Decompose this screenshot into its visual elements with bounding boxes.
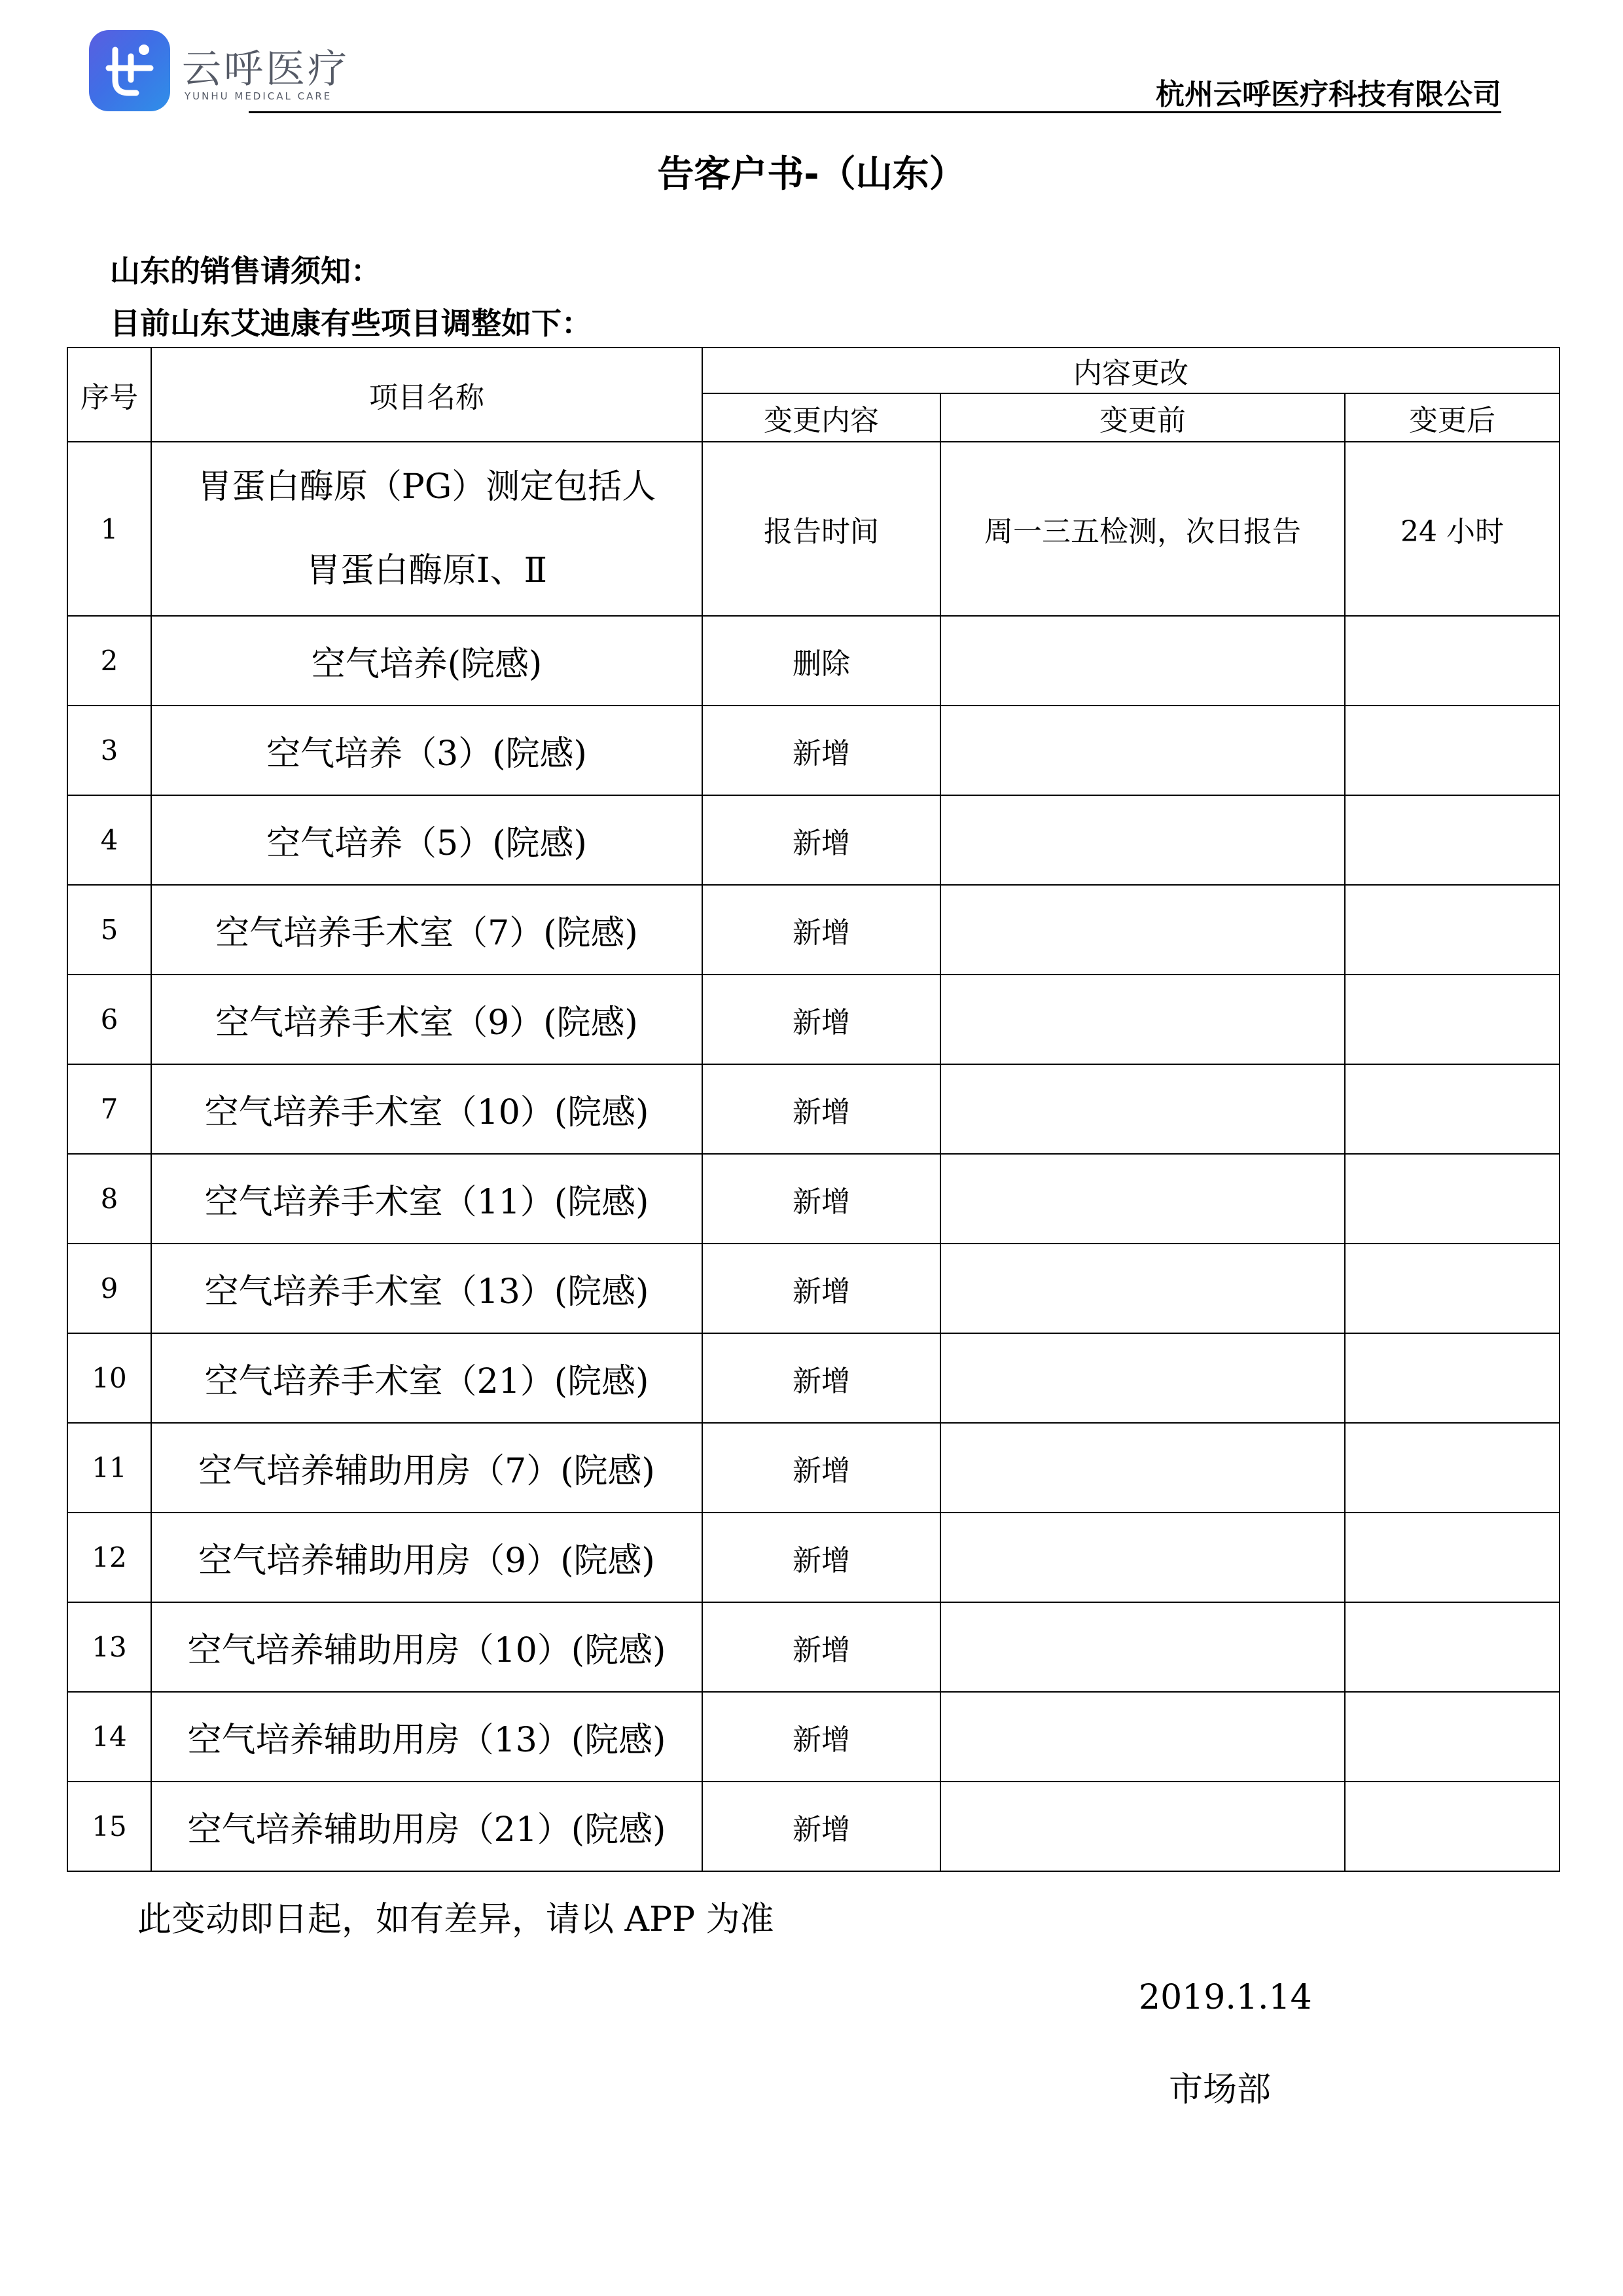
row-before-change xyxy=(940,1423,1345,1513)
changes-table xyxy=(67,347,1560,1872)
row-before-change xyxy=(940,885,1345,975)
row-change-content: 新增 xyxy=(702,1513,940,1602)
row-item-name: 空气培养辅助用房（7）(院感) xyxy=(151,1423,702,1513)
table-row xyxy=(67,1602,1560,1692)
row-serial-number: 3 xyxy=(67,706,151,795)
table-row xyxy=(67,975,1560,1064)
row-after-change xyxy=(1345,1244,1560,1333)
intro-line-2: 目前山东艾迪康有些项目调整如下： xyxy=(110,306,592,341)
header-after-change: 变更后 xyxy=(1345,393,1560,442)
row-item-name: 空气培养辅助用房（9）(院感) xyxy=(151,1513,702,1602)
table-row xyxy=(67,1692,1560,1782)
row-change-content: 新增 xyxy=(702,1602,940,1692)
row-before-change xyxy=(940,706,1345,795)
row-item-name-line: 胃蛋白酶原Ⅰ、Ⅱ xyxy=(306,551,547,590)
table-row xyxy=(67,1782,1560,1871)
row-change-content: 新增 xyxy=(702,706,940,795)
row-change-content: 新增 xyxy=(702,1423,940,1513)
row-serial-number: 9 xyxy=(67,1244,151,1333)
effective-note: 此变动即日起，如有差异，请以 APP 为准 xyxy=(137,1900,774,1939)
row-item-name: 空气培养手术室（13）(院感) xyxy=(151,1244,702,1333)
row-before-change xyxy=(940,1513,1345,1602)
table-row xyxy=(67,706,1560,795)
row-before-change xyxy=(940,1782,1345,1871)
table-row xyxy=(67,795,1560,885)
document-title: 告客户书-（山东） xyxy=(657,153,966,196)
row-change-content: 新增 xyxy=(702,1244,940,1333)
row-change-content: 报告时间 xyxy=(702,442,940,616)
table-row xyxy=(67,1423,1560,1513)
row-before-change xyxy=(940,1064,1345,1154)
logo-name: 云呼医疗 xyxy=(182,46,349,92)
row-serial-number: 10 xyxy=(67,1333,151,1423)
header-item-name: 项目名称 xyxy=(151,348,702,442)
header-change-content: 变更内容 xyxy=(702,393,940,442)
row-item-name: 空气培养手术室（10）(院感) xyxy=(151,1064,702,1154)
row-before-change xyxy=(940,975,1345,1064)
issue-date: 2019.1.14 xyxy=(1139,1978,1312,2017)
row-after-change xyxy=(1345,1782,1560,1871)
row-item-name: 空气培养手术室（9）(院感) xyxy=(151,975,702,1064)
header-content-changes: 内容更改 xyxy=(702,348,1560,393)
row-serial-number: 6 xyxy=(67,975,151,1064)
row-before-change xyxy=(940,795,1345,885)
table-row xyxy=(67,1333,1560,1423)
company-logo xyxy=(89,30,349,115)
row-change-content: 新增 xyxy=(702,1782,940,1871)
row-serial-number: 11 xyxy=(67,1423,151,1513)
table-row xyxy=(67,885,1560,975)
row-change-content: 新增 xyxy=(702,1064,940,1154)
yunhu-logo-icon xyxy=(89,30,170,111)
company-name: 杭州云呼医疗科技有限公司 xyxy=(1156,78,1501,111)
table-row xyxy=(67,616,1560,706)
row-serial-number: 1 xyxy=(67,442,151,616)
row-change-content: 新增 xyxy=(702,975,940,1064)
row-change-content: 新增 xyxy=(702,795,940,885)
row-after-change xyxy=(1345,1154,1560,1244)
row-change-content: 删除 xyxy=(702,616,940,706)
row-before-change xyxy=(940,1692,1345,1782)
table-header-row xyxy=(67,348,1560,393)
row-after-change xyxy=(1345,706,1560,795)
row-before-change xyxy=(940,616,1345,706)
row-serial-number: 5 xyxy=(67,885,151,975)
row-item-name: 空气培养（3）(院感) xyxy=(151,706,702,795)
row-serial-number: 15 xyxy=(67,1782,151,1871)
row-item-name-line: 胃蛋白酶原（PG）测定包括人 xyxy=(197,467,656,507)
row-after-change xyxy=(1345,795,1560,885)
row-after-change xyxy=(1345,1513,1560,1602)
header-serial-number: 序号 xyxy=(67,348,151,442)
row-change-content: 新增 xyxy=(702,1692,940,1782)
row-serial-number: 2 xyxy=(67,616,151,706)
row-after-change xyxy=(1345,1333,1560,1423)
table-row xyxy=(67,1064,1560,1154)
row-change-content: 新增 xyxy=(702,1333,940,1423)
row-before-change xyxy=(940,1602,1345,1692)
row-item-name: 空气培养辅助用房（10）(院感) xyxy=(151,1602,702,1692)
row-item-name: 空气培养(院感) xyxy=(151,616,702,706)
row-serial-number: 4 xyxy=(67,795,151,885)
row-item-name: 空气培养辅助用房（21）(院感) xyxy=(151,1782,702,1871)
table-row xyxy=(67,1513,1560,1602)
row-after-change xyxy=(1345,1602,1560,1692)
row-item-name: 空气培养手术室（7）(院感) xyxy=(151,885,702,975)
row-after-change xyxy=(1345,975,1560,1064)
row-after-change xyxy=(1345,1692,1560,1782)
row-item-name: 空气培养辅助用房（13）(院感) xyxy=(151,1692,702,1782)
row-after-change xyxy=(1345,885,1560,975)
table-row xyxy=(67,442,1560,616)
row-serial-number: 8 xyxy=(67,1154,151,1244)
row-serial-number: 7 xyxy=(67,1064,151,1154)
logo-subtitle: YUNHU MEDICAL CARE xyxy=(185,90,332,102)
row-change-content: 新增 xyxy=(702,885,940,975)
row-before-change xyxy=(940,1333,1345,1423)
row-before-change xyxy=(940,1244,1345,1333)
table-row xyxy=(67,1154,1560,1244)
issuing-department: 市场部 xyxy=(1169,2070,1272,2109)
row-serial-number: 14 xyxy=(67,1692,151,1782)
intro-line-1: 山东的销售请须知： xyxy=(110,253,381,289)
row-after-change xyxy=(1345,616,1560,706)
row-item-name: 空气培养（5）(院感) xyxy=(151,795,702,885)
header-before-change: 变更前 xyxy=(940,393,1345,442)
row-item-name xyxy=(151,442,702,616)
header-divider xyxy=(249,111,1501,113)
row-item-name: 空气培养手术室（21）(院感) xyxy=(151,1333,702,1423)
row-item-name: 空气培养手术室（11）(院感) xyxy=(151,1154,702,1244)
row-change-content: 新增 xyxy=(702,1154,940,1244)
row-after-change xyxy=(1345,1064,1560,1154)
row-after-change: 24 小时 xyxy=(1345,442,1560,616)
table-row xyxy=(67,1244,1560,1333)
row-before-change xyxy=(940,1154,1345,1244)
row-after-change xyxy=(1345,1423,1560,1513)
row-serial-number: 12 xyxy=(67,1513,151,1602)
row-before-change: 周一三五检测，次日报告 xyxy=(940,442,1345,616)
row-serial-number: 13 xyxy=(67,1602,151,1692)
